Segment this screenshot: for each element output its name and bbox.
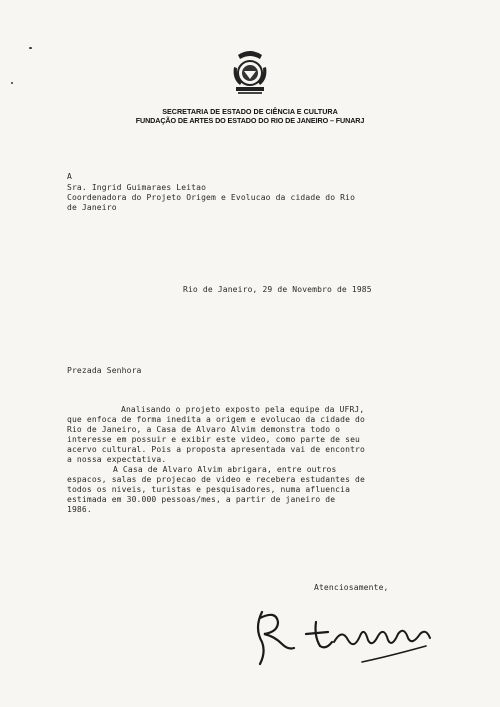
letterhead (0, 107, 500, 125)
paragraph2-line: todos os niveis, turistas e pesquisadores, numa afluencia (67, 485, 351, 494)
paragraph1-line: interesse em possuir e exibir este video, como parte de seu (67, 435, 361, 444)
paragraph1-line: a nossa expectativa. (67, 455, 167, 464)
letterhead-funarj: FUNDAÇÃO DE ARTES DO ESTADO DO RIO DE JANEIRO – FUNARJ (135, 116, 365, 125)
paragraph1-line: acervo cultural. Pois a proposta apresentada vai de encontro (67, 445, 365, 454)
addressee-block (67, 172, 427, 213)
coat-of-arms-icon (230, 49, 270, 99)
paper-speck (11, 82, 13, 84)
addressee-role-line2: de Janeiro (67, 203, 117, 212)
paragraph1-line: Rio de Janeiro, a Casa de Alvaro Alvim demonstra todo o (67, 425, 341, 434)
addressee-name: Sra. Ingrid Guimaraes Leitao (67, 183, 207, 192)
date-line: Rio de Janeiro, 29 de Novembro de 1985 (183, 285, 372, 294)
paragraph1-line: que enfoca de forma inedita a origem e evolucao da cidade do (67, 415, 365, 424)
salutation: Prezada Senhora (67, 366, 142, 375)
addressee-role-line1: Coordenadora do Projeto Origem e Evolucao da cidade do Rio (67, 193, 356, 202)
paragraph2-line: estimada em 30.000 pessoas/mes, a partir de janeiro de (67, 495, 336, 504)
paragraph2-line: A Casa de Alvaro Alvim abrigara, entre outros (113, 465, 337, 474)
closing: Atenciosamente, (314, 583, 389, 592)
signature-icon (250, 598, 440, 670)
paragraph2-line: 1986. (67, 505, 92, 514)
paragraph2-line: espacos, salas de projecao de video e recebera estudantes de (67, 475, 365, 484)
letter-body (67, 405, 442, 515)
addressee-prefix: A (67, 172, 72, 181)
paragraph1-line: Analisando o projeto exposto pela equipe da UFRJ, (121, 405, 365, 414)
letterhead-secretaria: SECRETARIA DE ESTADO DE CIÊNCIA E CULTURA (162, 107, 338, 116)
paper-speck (29, 47, 32, 49)
